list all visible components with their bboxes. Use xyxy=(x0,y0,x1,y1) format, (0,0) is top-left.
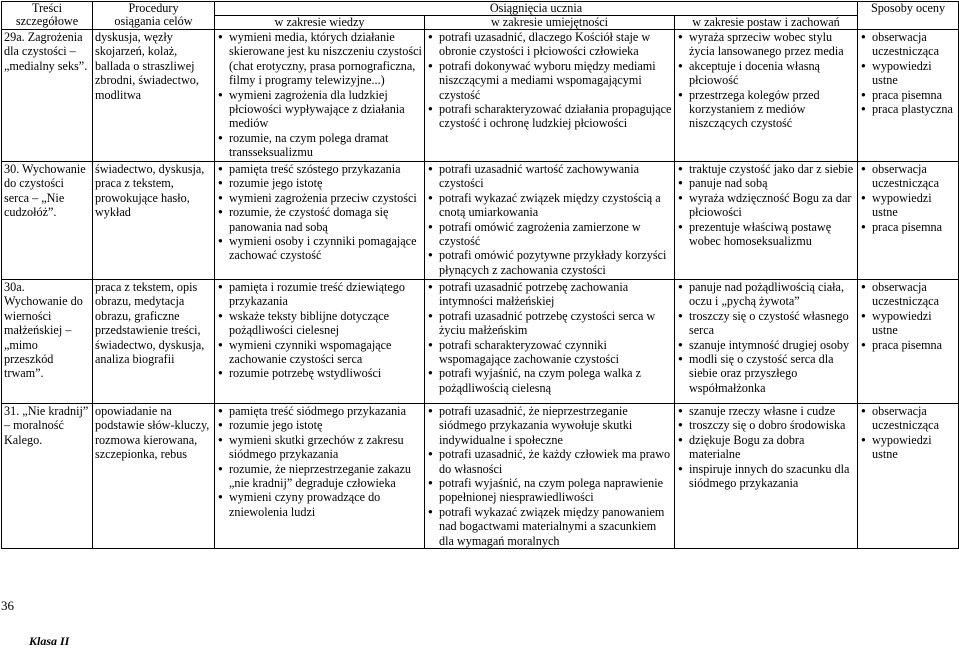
list-item: ● rozumie jego istotę xyxy=(229,418,422,432)
list-item: ● praca pisemna xyxy=(872,220,956,234)
topic-cell: 30. Wychowanie do czystości serca – „Nie cudzołóż”. xyxy=(2,162,93,280)
list-item: ● potrafi wykazać związek między panowaniem nad bogactwami materialnymi a szacunkiem dla wymagań moralnych xyxy=(439,505,672,548)
knowledge-cell-list xyxy=(217,162,422,263)
header-procedures-line2: osiągania celów xyxy=(114,14,193,28)
skills-cell-list xyxy=(427,30,672,131)
table-row xyxy=(2,162,959,280)
list-item: ● przestrzega kolegów przed korzystaniem z mediów niszczących czystość xyxy=(689,88,855,131)
list-item: ● wymieni czyny prowadzące do zniewolenia ludzi xyxy=(229,490,422,519)
list-item: ● obserwacja uczestnicząca xyxy=(872,404,956,433)
skills-cell xyxy=(425,280,675,404)
skills-cell-list xyxy=(427,280,672,395)
list-item: ● wymieni zagrożenia dla ludzkiej płciowości wypływające z działania mediów xyxy=(229,88,422,131)
list-item: ● dziękuje Bogu za dobra materialne xyxy=(689,433,855,462)
list-item: ● wymieni media, których działanie skierowane jest ku niszczeniu czystości (chat erotyczny, prasa pornograficzna, filmy i programy telewizyjne...) xyxy=(229,30,422,88)
header-topic-line2: szczegółowe xyxy=(15,14,79,28)
list-item: ● potrafi uzasadnić potrzebę zachowania intymności małżeńskiej xyxy=(439,280,672,309)
list-item: ● pamięta i rozumie treść dziewiątego przykazania xyxy=(229,280,422,309)
skills-cell-list xyxy=(427,162,672,277)
header-knowledge: w zakresie wiedzy xyxy=(215,16,425,30)
topic-cell: 30a. Wychowanie do wierności małżeńskiej – „mimo przeszkód trwam”. xyxy=(2,280,93,404)
list-item: ● wypowiedzi ustne xyxy=(872,309,956,338)
knowledge-cell xyxy=(215,280,425,404)
table-row xyxy=(2,280,959,404)
header-procedures xyxy=(93,2,215,30)
assessment-cell xyxy=(858,162,959,280)
knowledge-cell-list xyxy=(217,404,422,519)
list-item: ● troszczy się o dobro środowiska xyxy=(689,418,855,432)
list-item: ● szanuje rzeczy własne i cudze xyxy=(689,404,855,418)
procedures-cell: świadectwo, dyskusja, praca z tekstem, prowokujące hasło, wykład xyxy=(93,162,215,280)
list-item: ● wymieni skutki grzechów z zakresu siódmego przykazania xyxy=(229,433,422,462)
list-item: ● potrafi omówić pozytywne przykłady korzyści płynących z zachowania czystości xyxy=(439,248,672,277)
list-item: ● potrafi uzasadnić, że każdy człowiek ma prawo do własności xyxy=(439,447,672,476)
list-item: ● wypowiedzi ustne xyxy=(872,433,956,462)
list-item: ● praca pisemna xyxy=(872,88,956,102)
attitudes-cell xyxy=(675,280,858,404)
list-item: ● obserwacja uczestnicząca xyxy=(872,30,956,59)
procedures-cell: praca z tekstem, opis obrazu, medytacja obrazu, graficzne przedstawienie treści, świadectwo, dyskusja, analiza biografii xyxy=(93,280,215,404)
list-item: ● praca plastyczna xyxy=(872,102,956,116)
list-item: ● traktuje czystość jako dar z siebie xyxy=(689,162,855,176)
procedures-cell: opowiadanie na podstawie słów-kluczy, rozmowa kierowana, szczepionka, rebus xyxy=(93,404,215,549)
list-item: ● prezentuje właściwą postawę wobec homoseksualizmu xyxy=(689,220,855,249)
assessment-cell xyxy=(858,30,959,162)
list-item: ● potrafi uzasadnić, dlaczego Kościół staje w obronie czystości i płciowości człowieka xyxy=(439,30,672,59)
attitudes-cell-list xyxy=(677,162,855,248)
assessment-cell-list xyxy=(860,280,956,352)
attitudes-cell-list xyxy=(677,30,855,131)
list-item: ● rozumie jego istotę xyxy=(229,176,422,190)
skills-cell xyxy=(425,30,675,162)
attitudes-cell-list xyxy=(677,404,855,490)
assessment-cell xyxy=(858,280,959,404)
list-item: ● panuje nad pożądliwością ciała, oczu i „pychą żywota” xyxy=(689,280,855,309)
header-topic-line1: Treści xyxy=(31,1,63,15)
knowledge-cell xyxy=(215,30,425,162)
attitudes-cell-list xyxy=(677,280,855,395)
list-item: ● potrafi wyjaśnić, na czym polega walka z pożądliwością cielesną xyxy=(439,366,672,395)
list-item: ● potrafi uzasadnić wartość zachowywania czystości xyxy=(439,162,672,191)
attitudes-cell xyxy=(675,162,858,280)
list-item: ● wyraża wdzięczność Bogu za dar płciowości xyxy=(689,191,855,220)
topic-cell: 29a. Zagrożenia dla czystości – „medialny seks”. xyxy=(2,30,93,162)
header-topic xyxy=(2,2,93,30)
list-item: ● wymieni osoby i czynniki pomagające zachować czystość xyxy=(229,234,422,263)
list-item: ● potrafi uzasadnić, że nieprzestrzeganie siódmego przykazania wywołuje skutki indywidualne i społeczne xyxy=(439,404,672,447)
topic-cell: 31. „Nie kradnij” – moralność Kalego. xyxy=(2,404,93,549)
assessment-cell xyxy=(858,404,959,549)
list-item: ● obserwacja uczestnicząca xyxy=(872,162,956,191)
list-item: ● potrafi scharakteryzować czynniki wspomagające zachowanie czystości xyxy=(439,338,672,367)
list-item: ● wymieni zagrożenia przeciw czystości xyxy=(229,191,422,205)
knowledge-cell-list xyxy=(217,30,422,160)
list-item: ● inspiruje innych do szacunku dla siódmego przykazania xyxy=(689,462,855,491)
list-item: ● pamięta treść siódmego przykazania xyxy=(229,404,422,418)
list-item: ● rozumie, na czym polega dramat transseksualizmu xyxy=(229,131,422,160)
header-skills: w zakresie umiejętności xyxy=(425,16,675,30)
list-item: ● obserwacja uczestnicząca xyxy=(872,280,956,309)
header-row-1 xyxy=(2,2,959,16)
knowledge-cell xyxy=(215,404,425,549)
table-row xyxy=(2,404,959,549)
table-row xyxy=(2,30,959,162)
skills-cell-list xyxy=(427,404,672,548)
assessment-cell-list xyxy=(860,30,956,116)
list-item: ● potrafi wyjaśnić, na czym polega naprawienie popełnionej niesprawiedliwości xyxy=(439,476,672,505)
page-number: 36 xyxy=(1,598,14,613)
list-item: ● potrafi uzasadnić potrzebę czystości serca w życiu małżeńskim xyxy=(439,309,672,338)
list-item: ● akceptuje i docenia własną płciowość xyxy=(689,59,855,88)
list-item: ● rozumie, że czystość domaga się panowania nad sobą xyxy=(229,205,422,234)
list-item: ● wyraża sprzeciw wobec stylu życia lansowanego przez media xyxy=(689,30,855,59)
list-item: ● rozumie potrzebę wstydliwości xyxy=(229,366,422,380)
skills-cell xyxy=(425,162,675,280)
list-item: ● wskaże teksty biblijne dotyczące pożądliwości cielesnej xyxy=(229,309,422,338)
header-procedures-line1: Procedury xyxy=(128,1,179,15)
attitudes-cell xyxy=(675,404,858,549)
skills-cell xyxy=(425,404,675,549)
list-item: ● potrafi wykazać związek między czystością a cnotą umiarkowania xyxy=(439,191,672,220)
list-item: ● potrafi scharakteryzować działania propagujące czystość i ochronę ludzkiej płciowości xyxy=(439,102,672,131)
header-attitudes: w zakresie postaw i zachowań xyxy=(675,16,858,30)
list-item: ● wymieni czynniki wspomagające zachowanie czystości serca xyxy=(229,338,422,367)
procedures-cell: dyskusja, węzły skojarzeń, kolaż, ballada o straszliwej zbrodni, świadectwo, modlitwa xyxy=(93,30,215,162)
list-item: ● potrafi dokonywać wyboru między mediami niszczącymi a mediami wspomagającymi czystość xyxy=(439,59,672,102)
list-item: ● troszczy się o czystość własnego serca xyxy=(689,309,855,338)
list-item: ● potrafi omówić zagrożenia zamierzone w czystość xyxy=(439,220,672,249)
list-item: ● wypowiedzi ustne xyxy=(872,191,956,220)
list-item: ● szanuje intymność drugiej osoby xyxy=(689,338,855,352)
attitudes-cell xyxy=(675,30,858,162)
curriculum-table xyxy=(1,1,959,549)
list-item: ● panuje nad sobą xyxy=(689,176,855,190)
list-item: ● wypowiedzi ustne xyxy=(872,59,956,88)
header-achievements: Osiągnięcia ucznia xyxy=(215,2,858,16)
list-item: ● praca pisemna xyxy=(872,338,956,352)
knowledge-cell xyxy=(215,162,425,280)
header-assessment: Sposoby oceny xyxy=(858,2,959,30)
list-item: ● pamięta treść szóstego przykazania xyxy=(229,162,422,176)
list-item: ● modli się o czystość serca dla siebie oraz przyszłego współmałżonka xyxy=(689,352,855,395)
footer-class-label: Klasa II xyxy=(29,634,70,648)
assessment-cell-list xyxy=(860,404,956,462)
assessment-cell-list xyxy=(860,162,956,234)
knowledge-cell-list xyxy=(217,280,422,381)
list-item: ● rozumie, że nieprzestrzeganie zakazu „nie kradnij” degraduje człowieka xyxy=(229,462,422,491)
